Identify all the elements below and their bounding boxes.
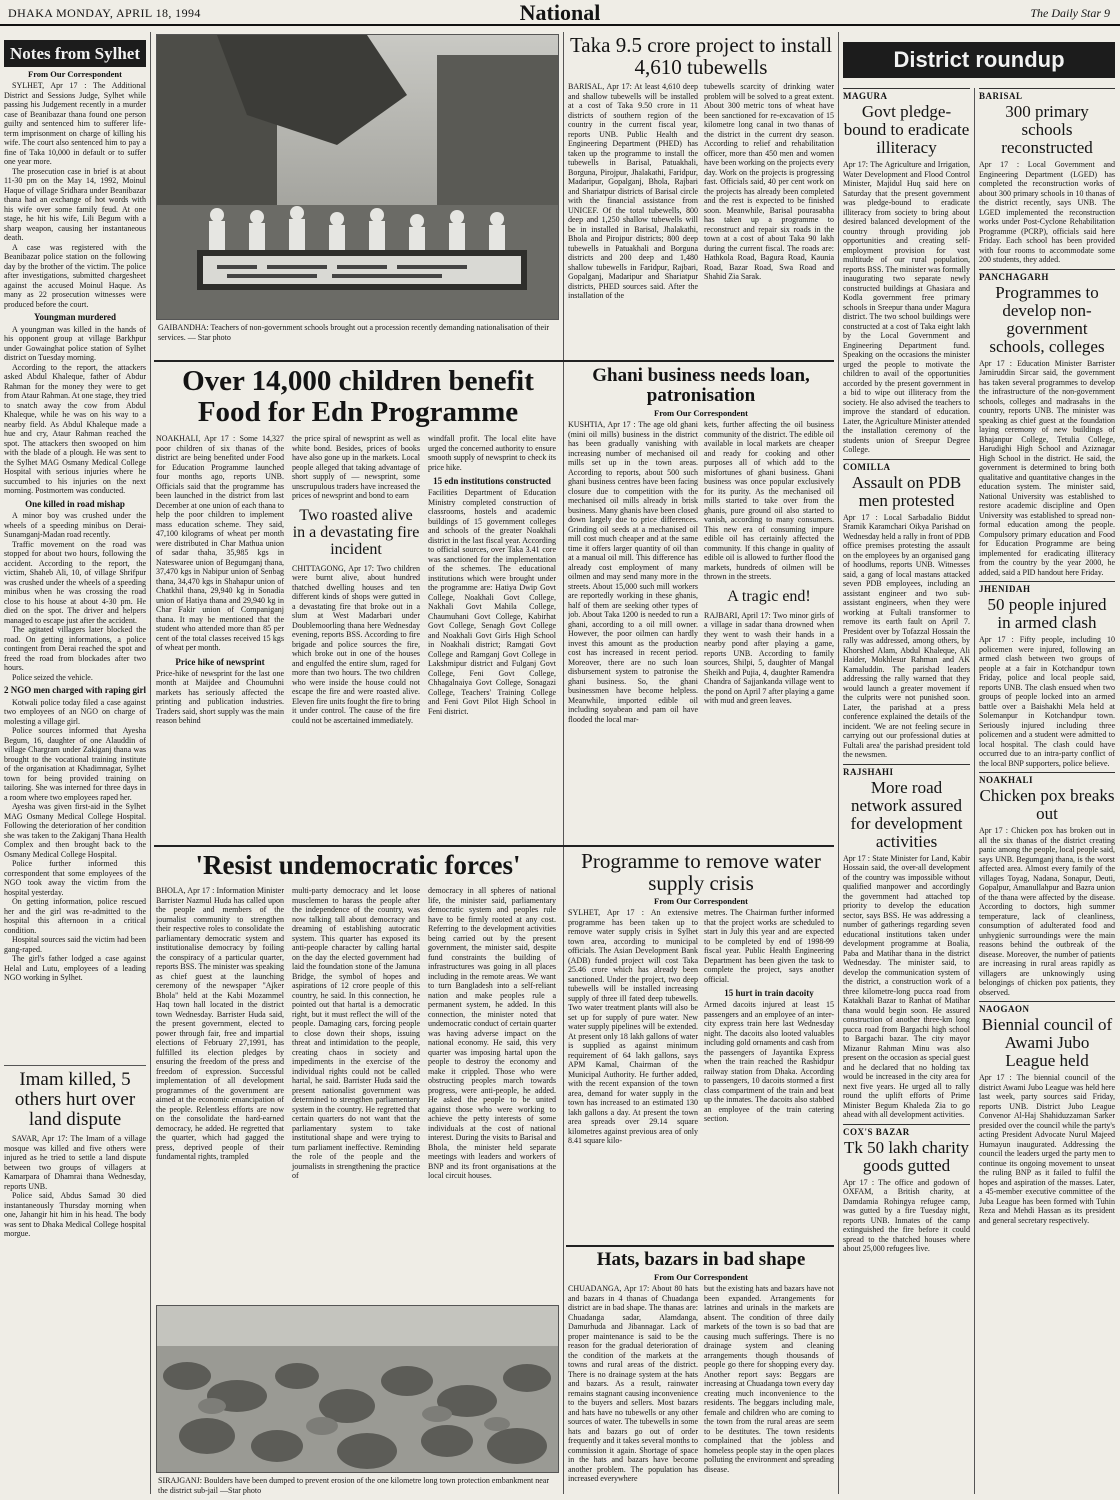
headline: More road network assured for development activities bbox=[850, 777, 963, 851]
byline: From Our Correspondent bbox=[654, 896, 748, 906]
headline: Over 14,000 children benefit Food for Edn Programme bbox=[182, 366, 534, 428]
headline: Assault on PDB men protested bbox=[851, 472, 962, 510]
article-body: KUSHTIA, Apr 17 : The age old ghani (mini oil mills) business in the district has been gradually vanishing with increasing number of mechanised oil mills set up in the town areas. According to reports, about 500 such ghani business centres have been facing closure due to competition with the mechanised oil mills already in brisk business. Many ghanis have been closed down largely due to price differences. Grinding oil seeds at a mechanised oil mill cost much cheaper and at the same time it offers larger quantity of oil than at a manual oil mill. This difference has already cost employment of many oilmen and may send many more in the streets. About 15,000 such mill workers are reportedly working in these ghanis, half of them are seeking other types of job. About Taka 1200 is needed to run a ghani, according to a oil mill owner. However, the poor oilmen can hardly invest this amount as the production cost has increased in recent period. Moreover, there are no such loan disbursement system to patronise the ghani business. So, the ghani businessmen have become helpless. Meanwhile, imported edible oil including soyabean and pam oil have flooded the local mar- bbox=[568, 420, 698, 724]
byline: From Our Correspondent bbox=[654, 408, 748, 418]
article-body: tubewells scarcity of drinking water problem will be solved to a great extent. About 300 metric tons of wheat have been sanctioned for re-excavation of 15 kilometre long canal in two thanas of the district in the current dry season. According to relief and rehabilitation officer, more than 450 men and women have been working on the projects every day. Work on the projects is progressing fast. Officials said, 40 per cent work on the projects has already been completed and the rest is expected to be finished soon. Meanwhile, Barisal pourasabha has taken up a programme to reconstruct and repair six roads in the town at a cost of about Taka 90 lakh during the current fiscal. The roads are: Hathkola Road, Bagura Road, Kaunia Road, Bazar Road, Swa Road and Shahid Zia Sarak. bbox=[704, 82, 834, 281]
article-body: Apr 17 : Education Minister Barrister Jamiruddin Sircar said, the government has taken several programmes to develop the infrastructure of the non-government schools, colleges and madrasahs in the country, reports UNB. The minister was speaking as chief guest at the foundation laying ceremony of new buildings of Bhajanpur College, Tetulia College, Harudighi High School and Aziznagar High School in the district. He said, the government is determined to bring both qualitative and quantitative changes in the education system. The minister said, National University was established to restore academic discipline and Open University was established to spread non-formal education among the people. Compulsory primary education and Food for Education Programme are being implemented for eradicating illiteracy from the country by the year 2000, he added, said a PID handout here Friday. bbox=[979, 358, 1115, 577]
article-body: CHUADANGA, Apr 17: About 80 hats and bazars in 4 thanas of Chuadanga district are in bad shape. The thanas are: Chuadanga sadar, Alamdanga, Damurhuda and Jibannagar. Lack of proper maintenance is said to be the reason for the gradual deterioration of the condition of the markets at the towns and rural areas of the district. There is no drainage system at the hats and bazars. As a result, rainwater remains stagnant causing inconvenience to the buyers and sellers. Most bazars and hats have no tubewells or any other sources of water. The tubewells in some hats and bazars go out of order frequently and it takes several months to commission it again. Shortage of space in the hats and bazars have become another problem. The population has increased everywhere bbox=[568, 1284, 698, 1483]
fire-body: CHITTAGONG, Apr 17: Two children were burnt alive, about hundred thatched dwelling houses and ten different kinds of shops were gutted in a devastating fire that broke out in a slum at West Madarbari under Doublemoorling thana here Wednesday evening, reports BSS. According to fire brigade and police sources the fire, which broke out in one of the houses and engulfed the entire slum, raged for more than two hours. The two children who were inside the house could not escape the fire and were roasted alive. Eleven fire units fought the fire to bring it under control. The cause of the fire could not be ascertained immediately. bbox=[292, 563, 420, 725]
article-body: SYLHET, Apr 17 : The Additional District and Sessions Judge, Sylhet while passing his Judgement recently in a murder case of Beanibazar thana found one person guilty and sentenced him to sufferer life-term imprisonment on charge of killing his wife. The court also sentenced him to pay a fine of Taka 10,000 in default or to suffer one year more. The prosecution case in brief is at about 11-30 pm on the May 14, 1992, Moinul Haque of village Sridhara under Beanibazar thana had an exchange of hot words with his wife over some family feud. At one stage, he hit his wife, Lili Begum with a sharp weapon, causing her instantaneous death. A case was registered with the Beanibazar police station on the following day by the brother of the victim. The police after investigations, submitted chargesheet against the accused Moinul Haque. As many as 22 prosecution witnesses were produced before the court. Youngman murdered A youngman was killed in the hands of his opponent group at village Barkhpur under Gowainghat police station of Sylhet district on Tuesday morning. According to the report, the attackers asked Abdul Khaleque, father of Abdur Rahman for the money they were to get from Ataur Rahman. At one stage, they tried to snatch away the cow from Abdul Khaleque, while he was on his way to a nearby field. As Abdul Khaleque made a hue and cry, Ataur Rahman reached the spot. The attackers then swooped on him with the blade of a plough. He was sent to the Sylhet MAG Osmany Medical College Hospital with serious injuries where he succumbed to his injuries on the next morning. Postmortem was conducted. One killed in road mishap A minor boy was crushed under the wheels of a speeding minibus on Derai-Sunamganj-Madan road recently. Traffic movement on the road was stopped for about two hours, following the accident. According to the report, the victim, Shaheb Ali, 10, of village Shrifpur was crushed under the wheels of a speeding minibus when he was crossing the road close to his house at about 4-30 pm. He died on the spot. The driver and helpers managed to escape just after the accident. The agitated villagers later blocked the road. On getting informations, a police contingent from Derai reached the spot and freed the road from blockades after two hours. Police seized the vehicle. 2 NGO men charged with raping girl Kotwali police today filed a case against two employees of an NGO on charge of molesting a village girl. Police sources informed that Ayesha Begum, 16, daughter of one Alauddin of village Chargram under Zakiganj thana was brought to the vocational training institute of the organisation at Khadimnagar, Sylhet town for being provided training on tailoring. She was interned for three days in a room where two employees raped her. Ayesha was given first-aid in the Sylhet MAG Osmany Medical College Hospital. Following the deterioration of her condition she was taken to the Zakiganj Thana Health Complex and then brought back to the Osmany Medical College Hospital. Police further informed this correspondent that some employees of the NGO took away the victim from the hospital yesterday. On getting information, police rescued her and the girl was re-admitted to the hospital this afternoon in a critical condition. Hospital sources said the victim had been gang-raped. The girl's father lodged a case against Helal and Lutu, employees of a leading NGO working in Sylhet. bbox=[4, 81, 146, 982]
article-body: BARISAL, Apr 17: At least 4,610 deep and shallow tubewells will be installed at a cost of Taka 9.50 crore in 11 districts of southern region of the country in the current fiscal year, reports UNB. Public Health and Engineering Department (PHED) has taken up the programme to install the tubewells in Barisal, Patuakhali, Borguna, Pirojpur, Jhalakathi, Faridpur, Madaripur, Gopalganj, Bhola, Rajbari and Shariatpur districts of Barisal circle with the financial assistance from UNICEF. Of the total tubewells, 800 deep and 1,250 shallow tubewells will be in installed in Barisal, Jhalakathi, Bhola and Pirojpur districts; 800 deep tubewells in Patuakhali and Borguna districts and 200 deep and 1,480 shallow tubewells in Faridpur, Rajbari, Gopalganj, Madaripur and Shariatpur districts, PHED sources said. After the installation of the bbox=[568, 82, 698, 300]
article-body: Apr 17 : Local Government and Engineering Department (LGED) has completed the reconstruction works of about 300 primary schools in 10 thanas of the district recently, says UNB. The LGED implemented the reconstruction works under Post-Cyclone Rehabilitation Programme (PCRP), officials said here Friday. Each school has been provided with four rooms to accommodate some 200 students, they added. bbox=[979, 160, 1115, 264]
article-body: Apr 17: The Agriculture and Irrigation, Water Development and Flood Control Minister, Majidul Huq said here on Saturday that the present government was pledge-bound to eradicate illiteracy from society to bring about desired balanced development of the country through providing job opportunities and creating self-employment provision for vast multitude of our rural population, reports BSS. The minister was formally inaugurating two separate newly constructed buildings at Ghasiara and Kodla government free primary schools in Sreepur thana under Magura district. The two school buildings were constructed at a cost of Taka eight lakh by the Local Government and Engineering Department fund. Speaking on the occasions the minister urged the people to motivate the children to avail of the opportunities accorded by the present government in a bid to wipe out illiteracy from the society. He also advised the teachers to improve the standard of education. Later, the Agriculture Minister attended the installation ceremony of the students union of Sreepur Degree College. bbox=[843, 160, 970, 454]
tragic-body: RAJBARI, April 17: Two minor girls of a village in sadar thana drowned when they went to wash their hands in a nearby pond after playing a game, reports UNB. According to family sources, Shilpi, 5, daughter of Mangal Sheikh and Pujia, 4, daughter Ramendra Chandra of Sajjankanda village went to the pond on April 7 after playing a game with mud and green leaves. bbox=[704, 610, 834, 705]
headline: Hats, bazars in bad shape bbox=[596, 1250, 806, 1270]
paper-name-page: The Daily Star 9 bbox=[1030, 6, 1110, 20]
hats-bazars-article bbox=[568, 1250, 834, 1495]
photo-caption: GAIBANDHA: Teachers of non-government schools brought out a procession recently demanding nationalisation of their services. — Star photo bbox=[158, 323, 549, 342]
location-label: JHENIDAH bbox=[979, 581, 1115, 594]
roundup-column-b bbox=[979, 88, 1115, 1496]
district-roundup-banner bbox=[843, 42, 1115, 82]
article-body: SAVAR, Apr 17: The Imam of a village mosque was killed and five others were injured as he tried to settle a land dispute between two groups of villagers at Kamarpara of Dhamrai thana Wednesday, reports UNB. Police said, Abdus Samad 30 died instantaneously Thursday morning when one, Jahangir hit him in his head. The body was sent to Dhaka Medical College hospital morgue. bbox=[4, 1134, 146, 1238]
notes-title: Notes from Sylhet bbox=[4, 40, 146, 67]
headline: Taka 9.5 crore project to install 4,610 tubewells bbox=[569, 34, 833, 79]
article-body: Apr 17 : The office and godown of OXFAM, a British charity, at Damdamia Rohingya refugee camp, was gutted by a fire Tuesday night, reports UNB. Inmates of the camp extinguished the fire before it could spread to the thatched houses where about 25,000 refugees live. bbox=[843, 1177, 970, 1253]
roundup-column-a bbox=[843, 88, 970, 1496]
subhead: 15 edn institutions constructed bbox=[433, 476, 551, 486]
article-body: metres. The Chairman further informed that the project works are scheduled to start in July this year and are expected to be completed by end of 1998-99 fiscal year. Public Health Engineering Department has been given the task to complete the project, says another official. bbox=[704, 908, 834, 984]
article-body: NOAKHALI, Apr 17 : Some 14,327 poor children of six thanas of the district are being benefited under Food for Education Programme launched four months ago, reports UNB. Officials said that the programme has been launched in the district from last December at one union of each thana to help the poor children to implement mass education scheme. They said, 47,100 kilograms of wheat per month were distributed in Char Mathua union of sadar thaha, 35,985 kgs in Nateswaree union of Begumganj thana, 37,470 kgs in Nabipur union of Senbag thana, 34,470 kgs in Shahapur union of Chatkhil thana, 29,940 kg in Sonadia union of Hatiya thana and 29,940 kg in Char Fakir union of Companiganj thana. It may be mentioned that the student who attended more than 85 per cent of the total classes received 15 kgs of wheat per month. bbox=[156, 434, 284, 652]
article-body: SYLHET, Apr 17 : An extensive programme has been taken up to remove water supply crisis in Sylhet town area, according to municipal officials. The Asian Development Bank (ADB) funded project will cost Taka 25.46 crore which has already been sanctioned. Under the project, two deep tubewells will be installed increasing supply of three ill fated deep tubewells. Two water treatment plants will also be set up for supply of pure water. New water supply pipelines will be extended. At present only 18 lakh gallons of water is supplied as against minimum requirement of 64 lakh gallons, says APM Kamal, Chairman of the Municipal Authority. He further added, with the recent expansion of the town area, demand for water supply in the town has increased to an estimated 130 lakh gallons a day. At present the town area spreads over 29.14 square kilometres against previous area of only 8.41 square kilo- bbox=[568, 908, 698, 1145]
location-label: RAJSHAHI bbox=[843, 764, 970, 777]
dateline: DHAKA MONDAY, APRIL 18, 1994 bbox=[8, 6, 201, 20]
location-label: NAOGAON bbox=[979, 1001, 1115, 1014]
subhead: 2 NGO men charged with raping girl bbox=[4, 685, 146, 695]
fire-headline: Two roasted alive in a devastating fire incident bbox=[292, 506, 420, 558]
section-title: National bbox=[519, 0, 601, 25]
headline: Programme to remove water supply crisis bbox=[581, 850, 821, 895]
headline: Tk 50 lakh charity goods gutted bbox=[843, 1137, 970, 1175]
resist-undemocratic-article bbox=[156, 850, 560, 1298]
headline: Imam killed, 5 others hurt over land dispute bbox=[14, 1070, 136, 1130]
article-body: democracy in all spheres of national life, the minister said, parliamentary democratic system and peoples rule have to be firmly rooted at any cost. Referring to the development activities being carried out by the present government, the minister said, despite fund constraints the building of infrastructures was going in all places including in the remote areas. We want to turn Bangladesh into a self-reliant nation and make peoples rule a permanent system, he added. In this connection, the minister noted that undemocratic conduct of certain quarter was having adverse impact on the national economy. He said, this very quarter was imposing hartal upon the people to destroy the economy and make it crippled. Those who were obstructing peoples march towards progress, were anti-people, he added. He asked the people to be united against those who were working to achieve the petty interests of some individuals at the cost of national interest. During the visits to Barisal and Bhola, the minister held separate meetings with leaders and workers of BNP and its front organisations at the local circuit houses. bbox=[428, 886, 556, 1180]
article-body: but the existing hats and bazars have not been expanded. Arrangements for latrines and urinals in the markets are absent. The condition of three daily markets of the town is so bad that are causing much sufferings. There is no drainage system and cleaning arrangements though thousands of people go there for shopping every day. Another report says: Beggars are increasing at Chuadanga town every day creating much inconvenience to the residents. The beggars including male, female and children who are coming to the town from the rural areas are seem to be destitutes. The town residents complained that the jobless and homeless people stay in the open places polluting the environment and spreading disease. bbox=[704, 1284, 834, 1474]
article-body: Armed dacoits injured at least 15 passengers and an employee of an inter-city express train here last Wednesday night. The dacoits also looted valuables including gold ornaments and cash from the passengers of Jayantika Express when the train reached the Rashidpur railway station from Dhaka. According to passengers, 10 dacoits stormed a first class compartment of the train and beat up the inmates. The dacoits also stabbed an employee of the train catering section. bbox=[704, 1000, 834, 1123]
article-body: windfall profit. The local elite have urged the concerned authority to ensure smooth supply of newsprint to check its price hike. bbox=[428, 434, 556, 472]
masthead bbox=[0, 0, 1120, 26]
subhead: One killed in road mishap bbox=[25, 498, 125, 509]
article-body: Apr 17 : Chicken pox has broken out in all the six thanas of the district creating panic among the people, local people said, says UNB. Begumganj thana, is the worst affected area. Almost every family of the villages Toyag, Nadana, Sonapur, Deuti, Gopalpur, Amanullahpur and Bazra union of the thana were affected by the disease. According to doctors, high summer temperature, lack of cleanliness, consumption of adulterated food and unhygienic surroundings were the main reasons behind the outbreak of the disease. Moreover, the number of patients are increasing in rural areas rapidly as villagers are unknowingly using belongings of chicken pox patients, they observed. bbox=[979, 826, 1115, 997]
imam-article bbox=[4, 1070, 146, 1495]
article-body: BHOLA, Apr 17 : Information Minister Barrister Nazmul Huda has called upon the people and members of the journalist community to strengthen their respective roles to consolidate the parliamentary democratic system and institutionalise democracy by foiling the conspiracy of a particular quarter, reports BSS. The minister was speaking as chief guest at the launching ceremony of the newspaper "Ajker Bhola" held at the Kabi Mozammel Haq town hall located in the district town Wednesday. Barrister Huda said, the present government, elected to power through fair, free and impartial elections of February 27,1991, has fulfilled its election pledges by ensuring the freedom of the press and freedom of expression. Successful implementation of all development programmes of the government are aimed at the economic emancipation of the people. Relentless efforts are now on the consolidate the hard-earned democracy, he added. He regretted that the quarter, which had gagged the press, deprived people of their fundamental rights, trampled bbox=[156, 886, 284, 1161]
article-body: the price spiral of newsprint as well as white bond. Besides, prices of books have also gone up in the markets. Local people alleged that taking advantage of short supply of — newsprint, some unscrupulous traders have increased the prices of newsprint and bond to earn bbox=[292, 434, 420, 500]
byline: From Our Correspondent bbox=[654, 1272, 748, 1282]
headline: 50 people injured in armed clash bbox=[987, 595, 1107, 632]
notes-from-sylhet-article bbox=[4, 40, 146, 1060]
headline: Chicken pox breaks out bbox=[979, 786, 1115, 823]
article-body: kets, further affecting the oil business community of the district. The edible oil available in local markets are cheaper and ready for cooking and other purposes all of which add to the misfortunes of ghani business. Ghani business was once popular exclusively for its purity. As the mechanised oil mills started to take over from the ghanis, pure ground oil also started to vanish, according to many consumers. This new era of consuming impure edible oil has certainly affected the community. If this change in quality of edible oil is allowed to further flood the markets, hundreds of oilmen will be thrown in the streets. bbox=[704, 420, 834, 581]
location-label: COX'S BAZAR bbox=[843, 1124, 970, 1137]
headline: 300 primary schools reconstructed bbox=[1001, 102, 1093, 157]
roundup-title: District roundup bbox=[843, 42, 1115, 78]
location-label: MAGURA bbox=[843, 88, 970, 101]
headline: 'Resist undemocratic forces' bbox=[195, 850, 521, 880]
article-body: Apr 17 : Fifty people, including 10 policemen were injured, following an armed clash between two groups of people at a fair in Kotchandpur town Friday, police and local people said, reports UNB. The clash ensued when two groups of people locked into an armed battle over a Baishakhi Mela held at Solemanpur in Kotchandpur town. Seriously injured including three policemen and a student were admitted to local hospital. The clash could have occurred due to an intra-party conflict of the local BNP supporters, police believe. bbox=[979, 635, 1115, 768]
article-body: Apr 17 : Local Sarbadalio Biddut Sramik Karamchari Oikya Parishad on Wednesday held a rally in front of PDB office premises protesting the assault on the employees by an organised gang of hoodlums, reports UNB. Witnesses said, a gang of local mastans attacked seven PDB employees, including an assistant engineer and two sub-assistant engineers, when they were working at Fultali transformer to remove its earth fault on April 7. President over by Tofazzal Hossain the rally was addressed, among others, by Khorshed Alam, Abdul Khaleque, Ali Haider, Mokhlesur Rahman and AK Kamaluddin. The parishad leaders addressing the rally warned that they would launch a greater movement if the culprits were not punished soon. Later, the parishad at a press conference explained the details of the incident. 'We are not feeling secure in carrying out our professional duties at Fultali area' the parishad president told the newsmen. bbox=[843, 512, 970, 759]
article-body: Price-hike of newsprint for the last one month at Maijdee and Choumuhni markets has seriously affected the printing and publication industries. Traders said, short supply was the main reason behind bbox=[156, 668, 284, 725]
food-for-education-article bbox=[156, 366, 560, 842]
ghani-article bbox=[568, 366, 834, 842]
byline: From Our Correspondent bbox=[28, 69, 122, 79]
location-label: NOAKHALI bbox=[979, 772, 1115, 785]
location-label: PANCHAGARH bbox=[979, 269, 1115, 282]
subhead: Price hike of newsprint bbox=[175, 656, 265, 667]
tubewells-article bbox=[568, 34, 834, 356]
article-body: Apr 17 : State Minister for Land, Kabir Hossain said, the over-all development of the country was impossible without qualified manpower and accordingly the government had attached top priority to develop the education sector, says BSS. He was addressing a number of gatherings regarding seven educational institutions taken under development programme at Boalia, Paba and Matihar thana in the district Wednesday. The minister said, to develop the communication system of the district, a construction work of a three kilometre-long pucca road from Katakhali Bazar to Ranhat of Matihar thana would begin soon. He assured construction of another three-km long pucca road from Bargachi high school to Bargachi bazar. The city mayor Mizanur Rahman Minu was also present on the occasion as special guest and he declared that no holding tax would be increased in the city area for next five years. He urged all to rally round the uplift efforts of Prime Minister Begum Khaleda Zia to go ahead with all development activities. bbox=[843, 853, 970, 1119]
headline: Biennial council of Awami Jubo League held bbox=[981, 1015, 1113, 1070]
article-body: Apr 17 : The biennial council of the district Awami Jubo League was held here last week, party sources said Friday, reports UNB. District Jubo League Convenor Al-Haj Shahiduzzaman Sarker presided over the council while the party's acting President Advocate Nurul Majeed Humayun inaugurated. Addressing the council the leaders urged the party men to continue its ongoing movement to unseat the ruling BNP as it failed to fulfil the hopes and aspiration of the masses. Later, a 45-member executive committee of the Juba League has been formed with Tuhin Reza and Mehdi Hassan as its president and general secretary respectively. bbox=[979, 1073, 1115, 1225]
tragic-headline: A tragic end! bbox=[727, 587, 811, 605]
article-body: multi-party democracy and let loose musclemen to harass the people after the independence of the country, was now talking tall about democracy and dreaming of establishing autocratic system. This quarter has exposed its anti-people character by calling hartal on the day the elected government had laid the foundation stone of the Jamuna Bridge, the symbol of hopes and aspirations of 12 crore people of this country, he said. In this connection, he pointed out that hartal is a democratic right, but it must reflect the will of the people. Damaging cars, forcing people to close down their shops, issuing threat and intimidation to the people, creating chaos in society and impediments in the exercise of the individual rights could not be called hartal, he said. Barrister Huda said the present nationalist government was determined to strengthen parliamentary system in the country. He regretted that certain quarters do not want that the parliamentary system to take institutional shape and were trying to turn parliament ineffective. Reminding the role of the people and the journalists in strengthening the practice of bbox=[292, 886, 420, 1180]
photo-caption: SIRAJGANJ: Boulders have been dumped to prevent erosion of the one kilometre long town protection embankment near the district sub-jail —Star photo bbox=[158, 1476, 550, 1495]
headline: Ghani business needs loan, patronisation bbox=[592, 366, 810, 406]
boulders-photo bbox=[156, 1305, 559, 1473]
article-body: Facilities Department of Education Ministry completed construction of classrooms, hostels and academic buildings of 15 government colleges and schools of the greater Noakhali district in the last fiscal year. According to official sources, over Taka 3.41 core was sanctioned for the implementation of the schemes. The educational institutions which were brought under the programme are: Hatiya Dwip Govt College, Noakhali Govt College, Nakhali Govt Mahila College, Chaumuhani Govt College, Kabirhat Govt College, Senagh Govt College and Noakhali Govt Girls High School in Noakhali district; Ramgati Govt College and Ramganj Govt College in Lakshmipur district and Fulganj Govt College, Feni Govt College, Chhagalnaiya Govt College, Sonagazi College, Teachers' Training College and Feni Govt Pilot High School in Feni district. bbox=[428, 488, 556, 716]
location-label: BARISAL bbox=[979, 88, 1115, 101]
location-label: COMILLA bbox=[843, 459, 970, 472]
headline: Programmes to develop non-government schools, colleges bbox=[989, 282, 1105, 356]
procession-photo bbox=[156, 34, 559, 320]
headline: Govt pledge-bound to eradicate illiteracy bbox=[843, 102, 970, 157]
water-supply-article bbox=[568, 850, 834, 1242]
subhead: Youngman murdered bbox=[33, 312, 117, 322]
subhead: 15 hurt in train dacoity bbox=[724, 988, 814, 998]
